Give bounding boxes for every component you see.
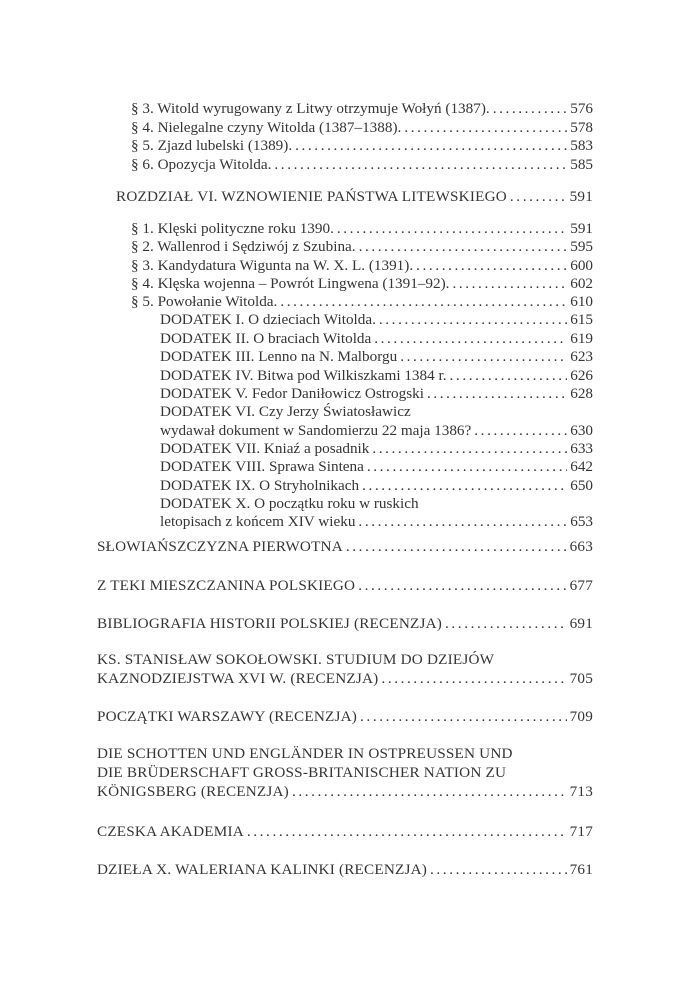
dot-leader bbox=[358, 576, 566, 595]
toc-top-entry[interactable] bbox=[97, 707, 593, 726]
page-number: 705 bbox=[569, 670, 593, 687]
appendix-entry[interactable] bbox=[160, 476, 593, 495]
entry-title: DODATEK I. O dzieciach Witolda. bbox=[160, 311, 376, 328]
dot-leader bbox=[367, 457, 567, 476]
appendix-entry[interactable] bbox=[160, 329, 593, 348]
page-number: 602 bbox=[570, 275, 593, 292]
dot-leader bbox=[362, 476, 567, 495]
entry-title: POCZĄTKI WARSZAWY (RECENZJA) bbox=[97, 708, 358, 725]
toc-top-entry[interactable] bbox=[97, 822, 593, 841]
entry-title: DODATEK VIII. Sprawa Sintena bbox=[160, 458, 364, 475]
appendix-entry[interactable] bbox=[160, 347, 593, 366]
dot-leader bbox=[374, 329, 567, 348]
page-number: 576 bbox=[570, 100, 593, 117]
page-number: 628 bbox=[570, 385, 593, 402]
toc-entry[interactable] bbox=[131, 237, 593, 256]
page-number: 610 bbox=[570, 293, 593, 310]
entry-title-line2: DIE BRÜDERSCHAFT GROSS-BRITANISCHER NATION ZU bbox=[97, 764, 507, 781]
toc-top-entry[interactable] bbox=[97, 782, 593, 801]
entry-title: KÖNIGSBERG (RECENZJA) bbox=[97, 783, 289, 800]
page-number: 691 bbox=[569, 615, 593, 632]
dot-leader bbox=[372, 439, 567, 458]
page-number: 578 bbox=[570, 119, 593, 136]
dot-leader bbox=[247, 822, 567, 841]
appendix-entry[interactable] bbox=[160, 366, 593, 385]
entry-title: § 5. Zjazd lubelski (1389). bbox=[131, 137, 293, 154]
toc-entry[interactable] bbox=[131, 219, 593, 238]
dot-leader bbox=[292, 782, 567, 801]
entry-title-line1: DIE SCHOTTEN UND ENGLÄNDER IN OSTPREUSSEN UND bbox=[97, 745, 513, 762]
dot-leader bbox=[274, 155, 567, 174]
entry-title: SŁOWIAŃSZCZYZNA PIERWOTNA bbox=[97, 538, 343, 555]
entry-title: KAZNODZIEJSTWA XVI W. (RECENZJA) bbox=[97, 670, 379, 687]
chapter-heading[interactable] bbox=[116, 187, 593, 206]
entry-title: DODATEK IV. Bitwa pod Wilkiszkami 1384 r. bbox=[160, 367, 447, 384]
toc-entry[interactable] bbox=[131, 99, 593, 118]
appendix-title-line1: DODATEK X. O początku roku w ruskich bbox=[160, 495, 419, 512]
page-number: 650 bbox=[570, 477, 593, 494]
entry-title: BIBLIOGRAFIA HISTORII POLSKIEJ (RECENZJA) bbox=[97, 615, 443, 632]
entry-title: DODATEK IX. O Stryholnikach bbox=[160, 477, 360, 494]
dot-leader bbox=[400, 347, 567, 366]
dot-leader bbox=[360, 707, 567, 726]
entry-title: DODATEK VII. Kniaź a posadnik bbox=[160, 440, 370, 457]
dot-leader bbox=[445, 614, 567, 633]
dot-leader bbox=[430, 860, 567, 879]
appendix-entry[interactable] bbox=[160, 457, 593, 476]
entry-title: DODATEK II. O braciach Witolda bbox=[160, 330, 372, 347]
page-number: 633 bbox=[570, 440, 593, 457]
dot-leader bbox=[427, 384, 567, 403]
appendix-title-line1: DODATEK VI. Czy Jerzy Światosławicz bbox=[160, 403, 411, 420]
appendix-entry[interactable] bbox=[160, 310, 593, 329]
page-number: 591 bbox=[569, 188, 593, 205]
dot-leader bbox=[280, 292, 567, 311]
appendix-entry[interactable] bbox=[160, 421, 593, 440]
toc-entry[interactable] bbox=[131, 292, 593, 311]
entry-title: DODATEK III. Lenno na N. Malborgu bbox=[160, 348, 398, 365]
page-number: 709 bbox=[569, 708, 593, 725]
toc-top-entry[interactable] bbox=[97, 537, 593, 556]
toc-top-entry[interactable] bbox=[97, 614, 593, 633]
toc-entry[interactable] bbox=[131, 118, 593, 137]
page-number: 630 bbox=[570, 422, 593, 439]
page-number: 623 bbox=[570, 348, 593, 365]
dot-leader bbox=[346, 537, 567, 556]
entry-title: wydawał dokument w Sandomierzu 22 maja 1386? bbox=[160, 422, 472, 439]
toc-entry[interactable] bbox=[131, 256, 593, 275]
entry-title: letopisach z końcem XIV wieku bbox=[160, 513, 356, 530]
appendix-entry[interactable] bbox=[160, 512, 593, 531]
page-number: 595 bbox=[570, 238, 593, 255]
entry-title-line1: KS. STANISŁAW SOKOŁOWSKI. STUDIUM DO DZIEJÓW bbox=[97, 651, 495, 668]
toc-entry[interactable] bbox=[131, 136, 593, 155]
dot-leader bbox=[416, 256, 567, 275]
entry-title: CZESKA AKADEMIA bbox=[97, 823, 244, 840]
dot-leader bbox=[381, 669, 566, 688]
page-number: 585 bbox=[570, 156, 593, 173]
page-number: 717 bbox=[569, 823, 593, 840]
toc-entry[interactable] bbox=[131, 274, 593, 293]
appendix-entry[interactable] bbox=[160, 384, 593, 403]
page-number: 583 bbox=[570, 137, 593, 154]
page-number: 619 bbox=[570, 330, 593, 347]
toc-entry[interactable] bbox=[131, 155, 593, 174]
page-number: 653 bbox=[570, 513, 593, 530]
dot-leader bbox=[337, 219, 567, 238]
dot-leader bbox=[295, 136, 567, 155]
dot-leader bbox=[474, 421, 567, 440]
page-number: 600 bbox=[570, 257, 593, 274]
page-number: 677 bbox=[569, 577, 593, 594]
page-number: 626 bbox=[570, 367, 593, 384]
dot-leader bbox=[379, 310, 567, 329]
page-number: 713 bbox=[569, 783, 593, 800]
dot-leader bbox=[510, 187, 567, 206]
entry-title: DODATEK V. Fedor Daniłowicz Ostrogski bbox=[160, 385, 424, 402]
dot-leader bbox=[493, 99, 568, 118]
entry-title: § 3. Witold wyrugowany z Litwy otrzymuje Wołyń (1387). bbox=[131, 100, 490, 117]
dot-leader bbox=[359, 237, 568, 256]
chapter-title: ROZDZIAŁ VI. WZNOWIENIE PAŃSTWA LITEWSKIEGO bbox=[116, 188, 507, 205]
entry-title: DZIEŁA X. WALERIANA KALINKI (RECENZJA) bbox=[97, 861, 428, 878]
page-number: 642 bbox=[570, 458, 593, 475]
entry-title: § 1. Klęski polityczne roku 1390. bbox=[131, 220, 334, 237]
appendix-entry[interactable] bbox=[160, 439, 593, 458]
page-number: 761 bbox=[569, 861, 593, 878]
page-number: 591 bbox=[570, 220, 593, 237]
entry-title: Z TEKI MIESZCZANINA POLSKIEGO bbox=[97, 577, 356, 594]
page-number: 663 bbox=[569, 538, 593, 555]
entry-title: § 6. Opozycja Witolda. bbox=[131, 156, 272, 173]
dot-leader bbox=[450, 366, 568, 385]
dot-leader bbox=[358, 512, 567, 531]
entry-title: § 4. Klęska wojenna – Powrót Lingwena (1391–92). bbox=[131, 275, 450, 292]
toc-top-entry[interactable] bbox=[97, 576, 593, 595]
toc-top-entry[interactable] bbox=[97, 669, 593, 688]
entry-title: § 4. Nielegalne czyny Witolda (1387–1388). bbox=[131, 119, 402, 136]
entry-title: § 2. Wallenrod i Sędziwój z Szubina. bbox=[131, 238, 356, 255]
entry-title: § 5. Powołanie Witolda. bbox=[131, 293, 278, 310]
toc-top-entry[interactable] bbox=[97, 860, 593, 879]
dot-leader bbox=[404, 118, 567, 137]
page-number: 615 bbox=[570, 311, 593, 328]
entry-title: § 3. Kandydatura Wigunta na W. X. L. (1391). bbox=[131, 257, 414, 274]
dot-leader bbox=[452, 274, 567, 293]
